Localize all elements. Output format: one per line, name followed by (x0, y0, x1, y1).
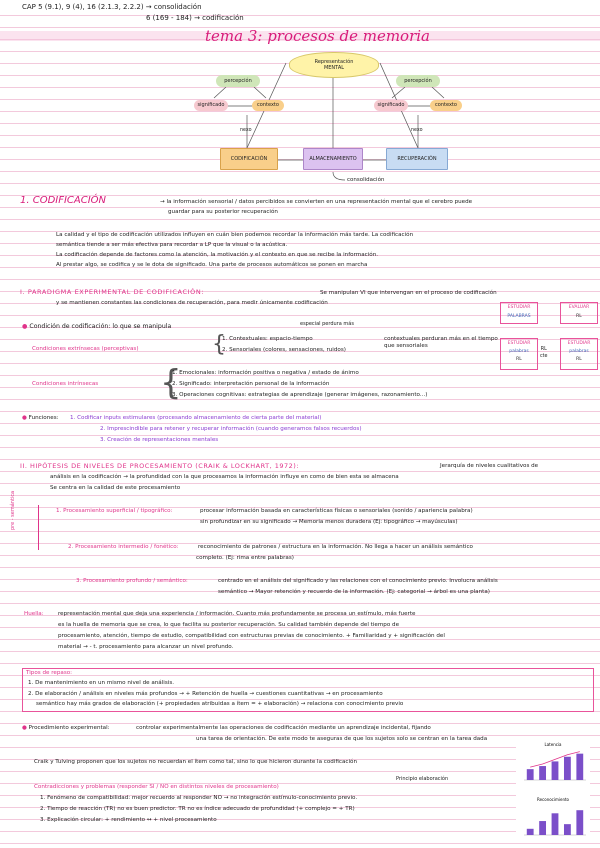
presemantic-bracket (38, 505, 39, 550)
bullet-icon: ● (22, 323, 30, 330)
perception-right-node: percepción (396, 75, 440, 87)
extrinsic-label: Condiciones extrínsecas (perceptivas) (32, 346, 139, 352)
latency-chart (516, 740, 590, 786)
link-right-b (432, 87, 444, 98)
level-1-text-2: sin profundizar en su significado → Memoria menos duradera (Ej: tipográfico → mayúsculas) (200, 519, 458, 525)
codification-paragraph-3: La codificación depende de factores como la atención, la motivación y el contexto en que se recibe la información. (56, 252, 379, 258)
mini-evaluate-label: EVALUAR (568, 305, 590, 310)
mini-rl-cte (540, 346, 547, 360)
level-1-label: 1. Procesamiento superficial / tipográfico: (56, 508, 173, 514)
consolidation-hook (333, 172, 345, 180)
representation-label: Representación MENTAL (314, 59, 354, 71)
review-type-2: 2. De elaboración / análisis en niveles más profundos → + Retención de huella → cuestiones cuantitativas → en procesamiento (28, 691, 383, 697)
chart-bar-c (552, 813, 559, 835)
recognition-chart (516, 795, 590, 841)
procedure-text-1: controlar experimentalmente las operaciones de codificación mediante un aprendizaje incidental, fijando (136, 725, 431, 731)
extrinsic-note: contextuales perduran más en el tiempo que sensoriales (384, 336, 498, 350)
contradiction-1: 1. Fenómeno de compatibilidad: mejor recuerdo al responder NO → no integración estímulo-conocimiento previo. (40, 795, 358, 801)
consolidation-label: consolidación (347, 177, 385, 183)
extrinsic-item-1: 1. Contextuales: espacio-tiempo (222, 336, 313, 342)
brace-intrinsic: { (160, 363, 182, 403)
codification-paragraph-4: Al prestar algo, se codifica y se le dota de significado. Una parte de procesos automáticos se ponen en marcha (56, 262, 368, 268)
mini-study-3-label: ESTUDIAR (567, 341, 591, 346)
level-3-text-1: centrado en el análisis del significado y las relaciones con el conocimiento previo. Involucra análisis (218, 578, 498, 584)
section-codification-title: 1. CODIFICACIÓN (20, 195, 107, 206)
level-3-text-2: semántico → Mayor retención y recuerdo de la información. (Ej: categorial → árbol es una planta) (218, 589, 490, 595)
chart-bar-d (564, 757, 571, 780)
chart-bar-d (564, 824, 571, 835)
procedure-row (22, 725, 110, 732)
elaboration-principle: Principio elaboración (396, 776, 449, 782)
chart-bar-b (539, 766, 546, 780)
extrinsic-item-2: 2. Sensoriales (colores, sensaciones, ruidos) (222, 347, 346, 353)
paradigm-line-2: y se mantienen constantes las condiciones de recuperación, para medir únicamente codificación (56, 300, 328, 306)
context-left-node: contexto (252, 100, 284, 111)
mini-rl-3-label: RL (576, 357, 582, 362)
levels-intro-3: Se centra en la calidad de este procesamiento (50, 485, 181, 491)
mini-rl-2-label: RL (516, 357, 522, 362)
contradictions-label: Contradicciones y problemas (responder SI / NO en distintos niveles de procesamiento) (34, 784, 279, 790)
meaning-right-node: significado (374, 100, 408, 111)
perception-left-node: percepción (216, 75, 260, 87)
contradiction-3: 3. Explicación circular: + rendimiento ↔ + nivel procesamiento (40, 817, 217, 823)
procedure-label: Procedimiento experimental: (28, 725, 110, 731)
levels-title: II. HIPÓTESIS DE NIVELES DE PROCESAMIENTO (CRAIK & LOCKHART, 1972): (20, 462, 299, 470)
chart-bar-a (527, 769, 534, 780)
chart-bar-e (576, 810, 583, 835)
trace-text-2: es la huella de memoria que se crea, lo que facilita su posterior recuperación. Su calidad también depende del tiempo de (58, 622, 400, 628)
chart-bar-a (527, 829, 534, 835)
procedure-text-2: una tarea de orientación. De este modo te aseguras de que los sujetos solo se centran en la tarea dada (196, 736, 488, 742)
nexo-left-label: nexo (240, 128, 252, 133)
trace-text-1: representación mental que deja una experiencia / información. Cuanto más profundamente se procesa un estímulo, más fuerte (58, 611, 416, 617)
function-1: 1. Codificar inputs estimulares (procesando almacenamiento de cierta parte del material) (70, 415, 322, 421)
trace-text-3: procesamiento, atención, tiempo de estudio, compatibilidad con estructuras previas de conocimiento. + Familiaridad y + significación del (58, 633, 445, 639)
function-3: 3. Creación de representaciones mentales (100, 437, 219, 443)
mini-cte-label: cte (540, 354, 548, 359)
functions-label: Funciones: (28, 415, 59, 421)
memory-process-diagram (0, 0, 600, 200)
level-2-text-2: completo. (Ej: rima entre palabras) (196, 555, 294, 561)
codification-definition-1: → la información sensorial / datos percibidos se convierten en una representación mental que el cerebro puede (160, 199, 473, 205)
mini-box-study-2 (500, 338, 538, 370)
functions-row (22, 415, 59, 422)
intrinsic-item-2: 2. Significado: interpretación personal de la información (172, 381, 330, 387)
craik-tulving-text: Craik y Tulving proponen que los sujetos no recuerdan el ítem como tal, sino lo que hicieron durante la codificación (34, 759, 358, 765)
chart-bar-c (552, 761, 559, 780)
representation-node (289, 52, 379, 78)
mini-words-2-label: palabras (509, 349, 529, 354)
trace-text-4: material → - t. procesamiento para alcanzar un nivel profundo. (58, 644, 234, 650)
mini-box-evaluate (560, 302, 598, 324)
paradigm-line-1: Se manipulan VI que intervengan en el proceso de codificación (320, 290, 497, 296)
level-1-text-1: procesar información basada en características físicas o sensoriales (sonido / apariencia palabra) (200, 508, 473, 514)
brace-extrinsic: { (212, 332, 226, 357)
nexo-right-label: nexo (411, 128, 423, 133)
intrinsic-item-1: 1. Emocionales: información positiva o negativa / estado de ánimo (172, 370, 359, 376)
codification-definition-2: guardar para su posterior recuperación (168, 209, 278, 215)
review-type-2-cont: semántico hay más grados de elaboración (+ propiedades atribuidas a ítem = + elaboración) → relaciona con conocimiento previo (36, 701, 404, 707)
paradigm-title: I. PARADIGMA EXPERIMENTAL DE CODIFICACIÓN: (20, 288, 205, 296)
level-2-text-1: reconocimiento de patrones / estructura en la información. No llega a hacer un análisis semántico (198, 544, 473, 550)
function-2: 2. Imprescindible para retener y recuperar información (cuando generamos falsos recuerdos) (100, 426, 362, 432)
mini-words-label: PALABRAS (507, 314, 531, 319)
codification-node: CODIFICACIÓN (220, 148, 278, 170)
mini-words-3-label: palabras (569, 349, 589, 354)
condition-text: Condición de codificación: lo que se manipula (29, 323, 172, 330)
condition-label (22, 323, 171, 330)
mini-study-2-label: ESTUDIAR (507, 341, 531, 346)
intrinsic-item-3: 3. Operaciones cognitivas: estrategias de aprendizaje (generar imágenes, razonamiento...) (172, 392, 428, 398)
storage-node: ALMACENAMIENTO (303, 148, 363, 170)
mini-box-study (500, 302, 538, 324)
review-types-title: Tipos de repaso: (26, 670, 73, 676)
mini-rl-cte-label: RL (540, 347, 547, 352)
context-right-node: contexto (430, 100, 462, 111)
codification-paragraph-2: semántica tiende a ser más efectiva para recordar a LP que la visual o la acústica. (56, 242, 288, 248)
meaning-left-node: significado (194, 100, 228, 111)
topic-title: tema 3: procesos de memoria (205, 27, 430, 45)
link-left-a (214, 87, 226, 98)
chapter-line-2: 6 (169 - 184) → codificación (146, 14, 244, 22)
chapter-line-1: CAP 5 (9.1), 9 (4), 16 (2.1.3, 2.2.2) → consolidación (22, 3, 202, 11)
bullet-icon: ● (22, 415, 29, 421)
bullet-icon: ● (22, 725, 29, 731)
intrinsic-label: Condiciones intrínsecas (32, 381, 99, 387)
presemantic-side-label: pre - semántica (10, 490, 16, 530)
chart-title: Latencia (544, 742, 562, 747)
contradiction-2: 2. Tiempo de reacción (TR) no es buen predictor. TR no es índice adecuado de profundidad (+ complejo = + TR) (40, 806, 355, 812)
levels-intro-2: análisis en la codificación → la profundidad con la que procesamos la información influye en como de bien esta se almacena (50, 474, 399, 480)
chart-title: Reconocimiento (536, 797, 570, 802)
codification-paragraph-1: La calidad y el tipo de codificación utilizados influyen en cuán bien podemos recordar la información más tarde. La codificación (56, 232, 414, 238)
retrieval-node: RECUPERACIÓN (386, 148, 448, 170)
link-right-a (392, 87, 405, 98)
level-2-label: 2. Procesamiento intermedio / fonético: (68, 544, 179, 550)
chart-bar-b (539, 821, 546, 835)
mini-study-label: ESTUDIAR (507, 305, 531, 310)
link-left-b (254, 87, 266, 98)
review-type-1: 1. De mantenimiento en un mismo nivel de análisis. (28, 680, 175, 686)
level-3-label: 3. Procesamiento profundo / semántico: (76, 578, 188, 584)
levels-intro-1: Jerarquía de niveles cualitativos de (440, 463, 539, 469)
mini-box-study-3 (560, 338, 598, 370)
chart-bar-e (576, 754, 583, 780)
mini-rl-label: RL (576, 314, 582, 319)
trace-label: Huella: (24, 611, 44, 617)
special-note: especial perdura más (300, 321, 354, 327)
